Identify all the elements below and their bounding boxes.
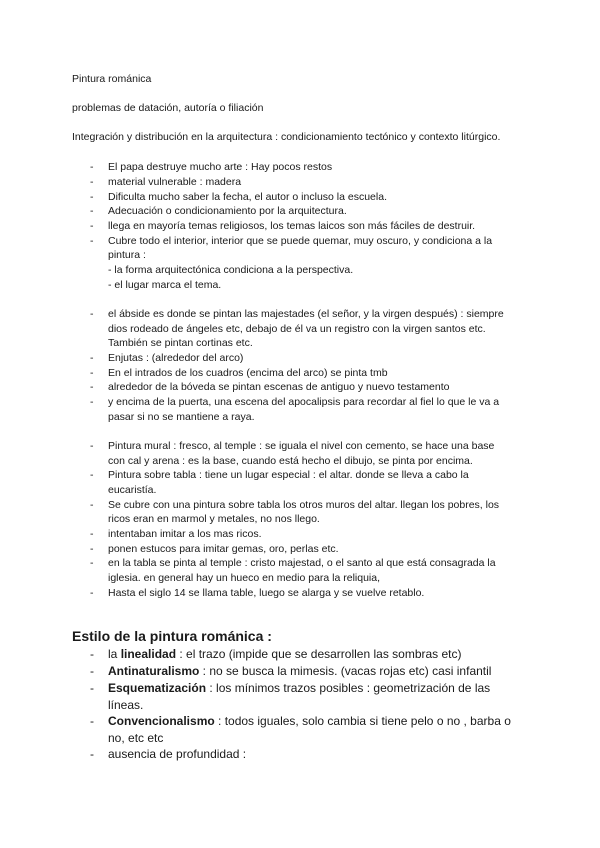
bullet-dash: - <box>90 543 94 555</box>
list-item-continuation: pintura : <box>108 249 146 261</box>
bullet-dash: - <box>90 557 94 569</box>
section-heading: Estilo de la pintura románica : <box>72 628 272 644</box>
bullet-dash: - <box>90 367 94 379</box>
bullet-dash: - <box>90 205 94 217</box>
bullet-dash: - <box>90 664 94 678</box>
term-antinaturalismo: Antinaturalismo <box>108 664 200 678</box>
bullet-dash: - <box>90 352 94 364</box>
bullet-dash: - <box>90 647 94 661</box>
bullet-dash: - <box>90 381 94 393</box>
list-item-continuation: no, etc etc <box>108 731 164 745</box>
bullet-dash: - <box>90 681 94 695</box>
bullet-dash: - <box>90 587 94 599</box>
list-item-continuation: pasar si no se mantiene a raya. <box>108 411 255 423</box>
bullet-dash: - <box>90 747 94 761</box>
term-convencionalismo: Convencionalismo <box>108 714 215 728</box>
bullet-dash: - <box>90 440 94 452</box>
term-esquematizacion: Esquematización <box>108 681 207 695</box>
bullet-dash: - <box>90 308 94 320</box>
list-item-continuation: con cal y arena : es la base, cuando está hecho el dibujo, se pinta por encima. <box>108 455 473 467</box>
bullet-dash: - <box>90 499 94 511</box>
bullet-dash: - <box>90 528 94 540</box>
sub-item: - el lugar marca el tema. <box>108 279 222 291</box>
list-item-continuation: eucaristía. <box>108 484 157 496</box>
bullet-dash: - <box>90 220 94 232</box>
term-linealidad: linealidad <box>120 647 177 661</box>
bullet-dash: - <box>90 161 94 173</box>
list-item-continuation: iglesia. en general hay un hueco en medio para la reliquia, <box>108 572 381 584</box>
list-item-continuation: dios rodeado de ángeles etc, debajo de él va un registro con la virgen santos etc. <box>108 323 486 335</box>
bullet-dash: - <box>90 714 94 728</box>
list-item-continuation: También se pintan cortinas etc. <box>108 337 253 349</box>
intro-paragraph: Integración y distribución en la arquitectura : condicionamiento tectónico y contexto litúrgico. <box>72 131 501 143</box>
doc-subtitle: problemas de datación, autoría o filiación <box>72 102 264 114</box>
list-item-continuation: líneas. <box>108 698 144 712</box>
document-page: Pintura románica problemas de datación, autoría o filiación Integración y distribución en la arquitectura : condicionamiento tectónico y contexto litúrgico. - El papa destruye mucho arte : Hay pocos restos - material vulnerable : madera - Dificulta mucho saber la fecha, el autor o incluso la escuela. - Adecuación o condicionamiento por la arquitectura. - llega en mayoría temas religiosos, los temas laicos son más fáciles de destruir. - Cubre todo el interior, interior que se puede quemar, muy oscuro, y condiciona a la pintura : - la forma arquitectónica condiciona a la perspectiva. - el lugar marca el tema. - el ábside es donde se pintan las majestades (el señor, y la virgen después) : siempre dios rodeado de ángeles etc, debajo de él va un registro con la virgen santos etc. También se pintan cortinas etc. - Enjutas : (alrededor del arco) - En el intrados de los cuadros (encima del arco) se pinta tmb - alrededor de la bóveda se pintan escenas de antiguo y nuevo testamento - y encima de la puerta, una escena del apocalipsis para recordar al fiel lo que le va a pasar si no se mantiene a raya. - Pintura mural : fresco, al temple : se iguala el nivel con cemento, se hace una base con cal y arena : es la base, cuando está hecho el dibujo, se pinta por encima. - Pintura sobre tabla : tiene un lugar especial : el altar. donde se lleva a cabo la eucaristía. - Se cubre con una pintura sobre tabla los otros muros del altar. llegan los pobres, los ricos eran en marmol y metales, no nos llego. - intentaban imitar a los mas ricos. - ponen estucos para imitar gemas, oro, perlas etc. - en la tabla se pinta al temple : cristo majestad, o el santo al que está consagrada la iglesia. en general hay un hueco en medio para la reliquia, - Hasta el siglo 14 se llama table, luego se alarga y se vuelve retablo. - la linealidad : el trazo (impide que se desarrollen las sombras etc) - Antinaturalismo : no se busca la mimesis. (vacas rojas etc) casi infantil - Esquematización : los mínimos trazos posibles : geometrización de las líneas. - Convencionalismo : todos iguales, solo cambia si tiene pelo o no , barba o no, etc etc - ausencia de profundidad : Estilo de la pintura románica : <box>72 73 511 761</box>
bullet-dash: - <box>90 191 94 203</box>
doc-title: Pintura románica <box>72 73 152 85</box>
sub-item: - la forma arquitectónica condiciona a la perspectiva. <box>108 264 354 276</box>
bullet-dash: - <box>90 176 94 188</box>
list-item-continuation: ricos eran en marmol y metales, no nos llego. <box>108 513 320 525</box>
bullet-dash: - <box>90 469 94 481</box>
bullet-dash: - <box>90 235 94 247</box>
bullet-dash: - <box>90 396 94 408</box>
